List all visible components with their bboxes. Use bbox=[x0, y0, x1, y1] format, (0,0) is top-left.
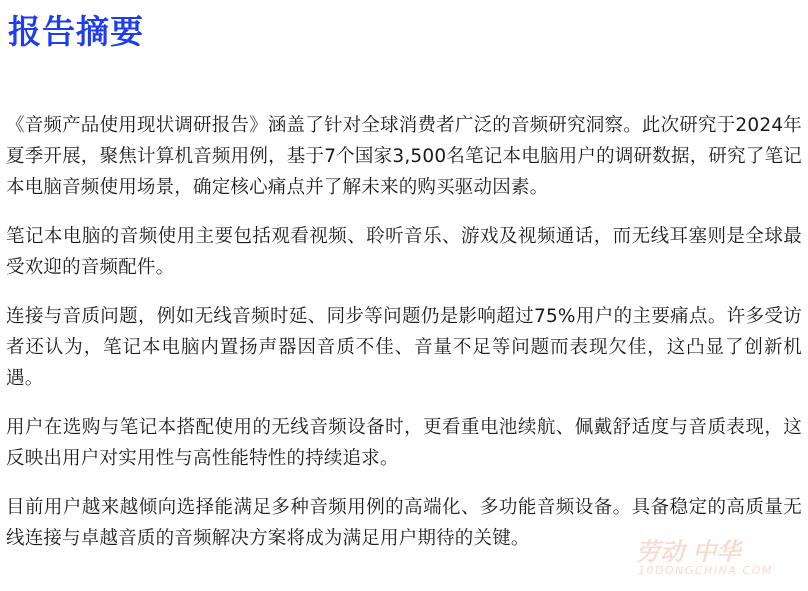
summary-paragraph-5: 目前用户越来越倾向选择能满足多种音频用例的高端化、多功能音频设备。具备稳定的高质量无线连接与卓越音质的音频解决方案将成为满足用户期待的关键。 bbox=[6, 497, 802, 549]
summary-paragraph-2: 笔记本电脑的音频使用主要包括观看视频、聆听音乐、游戏及视频通话，而无线耳塞则是全球最受欢迎的音频配件。 bbox=[6, 226, 802, 278]
summary-body bbox=[6, 110, 802, 572]
summary-paragraph-4: 用户在选购与笔记本搭配使用的无线音频设备时，更看重电池续航、佩戴舒适度与音质表现，这反映出用户对实用性与高性能特性的持续追求。 bbox=[6, 417, 802, 469]
summary-paragraph-3: 连接与音质问题，例如无线音频时延、同步等问题仍是影响超过75%用户的主要痛点。许多受访者还认为，笔记本电脑内置扬声器因音质不佳、音量不足等问题而表现欠佳，这凸显了创新机遇。 bbox=[6, 306, 802, 389]
watermark-logo-text: 劳动 中华 bbox=[636, 538, 741, 566]
summary-paragraph-1: 《音频产品使用现状调研报告》涵盖了针对全球消费者广泛的音频研究洞察。此次研究于2024年夏季开展，聚焦计算机音频用例，基于7个国家3,500名笔记本电脑用户的调研数据，研究了笔记本电脑音频使用场景，确定核心痛点并了解未来的购买驱动因素。 bbox=[6, 115, 802, 198]
page-title: 报告摘要 bbox=[8, 12, 144, 51]
watermark-url-text: 10DONGCHINA.COM bbox=[638, 564, 773, 577]
